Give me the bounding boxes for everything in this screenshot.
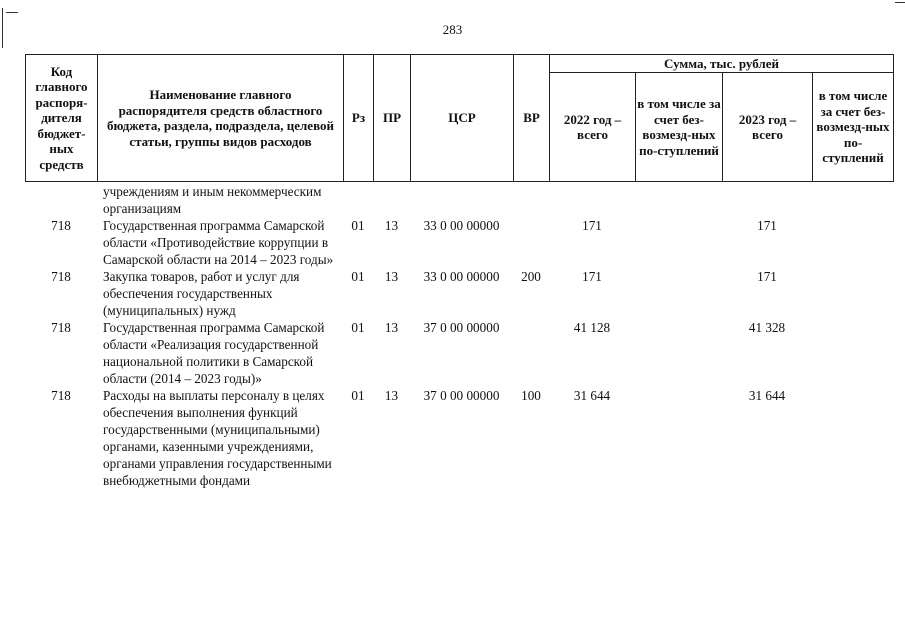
table-row: 718 01 13 37 0 00 00000 100 31 644 31 644 Расходы на выплаты персоналу в целях обеспечения выполнения функций государственными (муниципальными) органами, казенными учреждениями, органами управления государственными внебюджетными фондами — [51, 388, 786, 488]
header-2022-free: в том числе за счет без-возмезд-ных по-ступлений — [636, 73, 723, 182]
scan-edge-mark — [2, 8, 3, 48]
header-code: Код главного распоря-дителя бюджет-ных средств — [26, 55, 98, 182]
header-pr: ПР — [374, 55, 411, 182]
header-2022-total: 2022 год – всего — [550, 73, 636, 182]
table-header — [25, 54, 894, 182]
table-row: 718 01 13 37 0 00 00000 41 128 41 328 Государственная программа Самарской области «Реализация государственной национальной политики в Самарской области (2014 – 2023 годы)» — [51, 320, 786, 386]
page-number: 283 — [442, 22, 463, 37]
table-body — [25, 183, 893, 489]
header-sum: Сумма, тыс. рублей — [550, 55, 894, 73]
scan-edge-mark — [895, 2, 905, 3]
header-csr: ЦСР — [411, 55, 514, 182]
header-name: Наименование главного распорядителя средств областного бюджета, раздела, подраздела, целевой статьи, группы видов расходов — [98, 55, 344, 182]
table-row: 718 01 13 33 0 00 00000 200 171 171 Закупка товаров, работ и услуг для обеспечения государственных (муниципальных) нужд — [51, 269, 777, 318]
table-row: учреждениям и иным некоммерческим организациям — [103, 184, 322, 216]
table-row: 718 01 13 33 0 00 00000 171 171 Государственная программа Самарской области «Противодействие коррупции в Самарской области на 2014 – 2023 годы» — [51, 218, 777, 267]
header-2023-free: в том числе за счет без-возмезд-ных по-ступлений — [813, 73, 894, 182]
header-rz: Рз — [344, 55, 374, 182]
header-2023-total: 2023 год – всего — [723, 73, 813, 182]
scan-edge-mark — [6, 12, 18, 13]
header-vr: ВР — [514, 55, 550, 182]
